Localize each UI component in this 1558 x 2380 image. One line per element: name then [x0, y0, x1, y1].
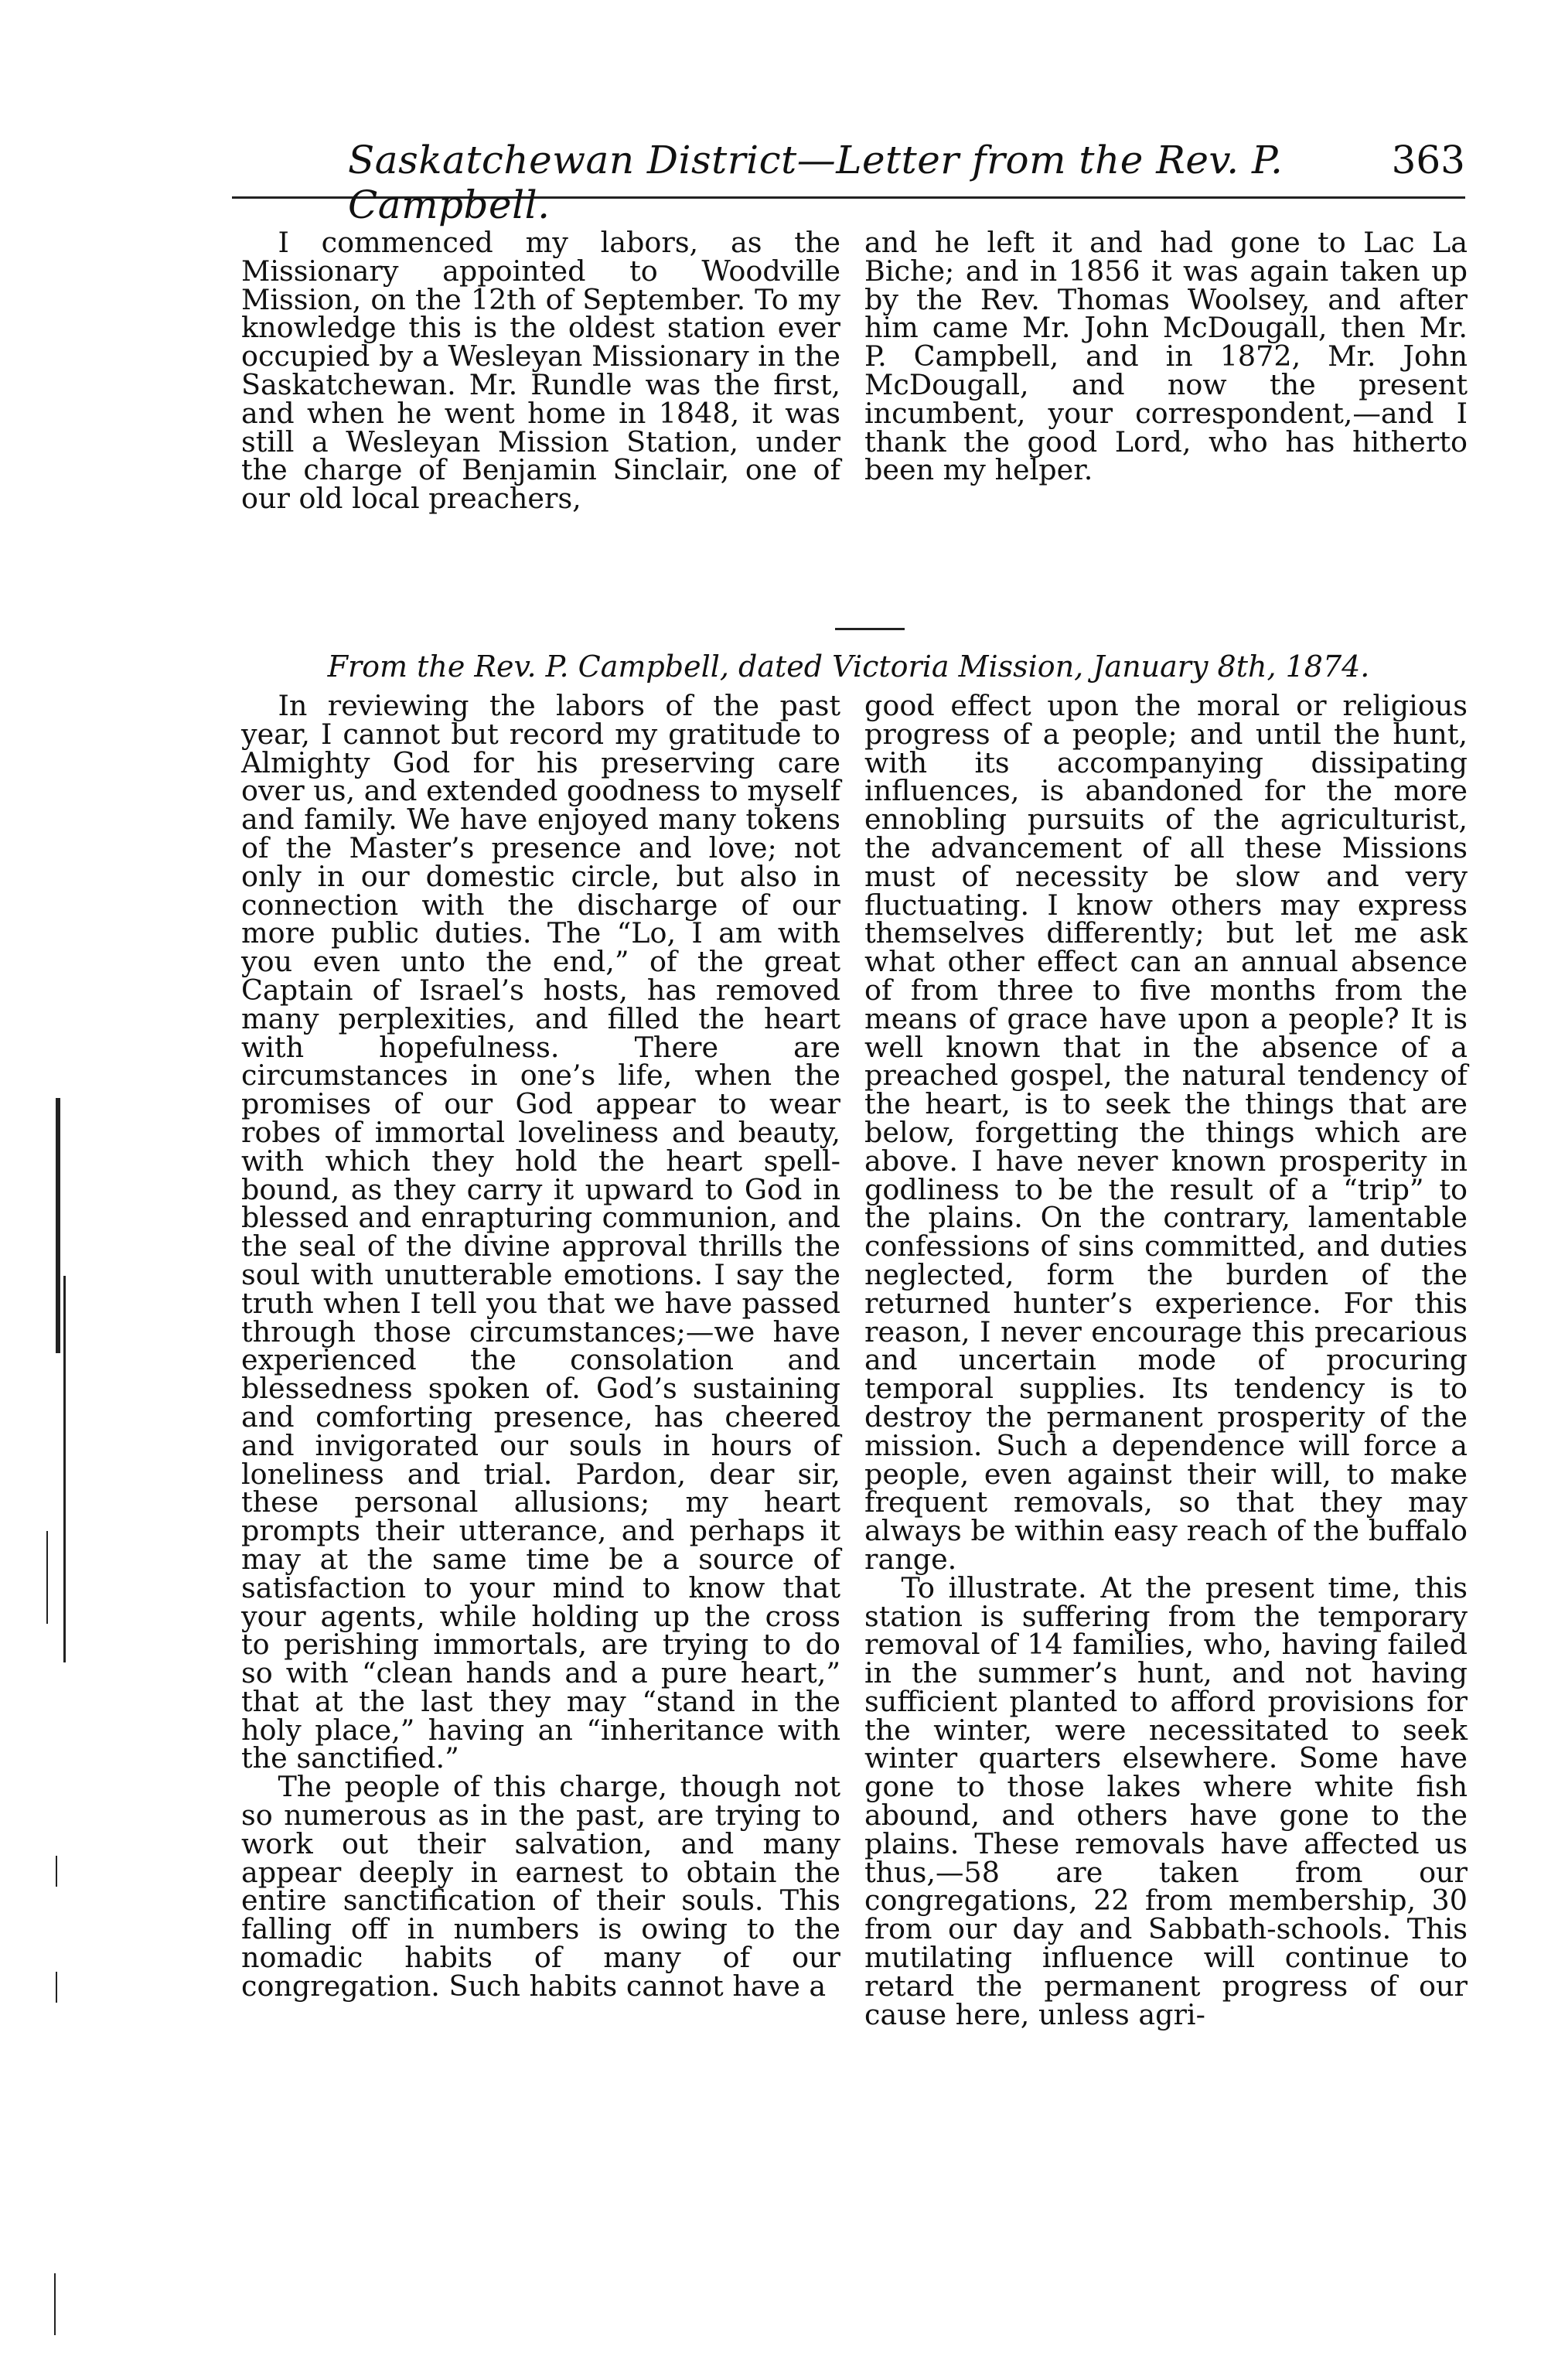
paragraph: The people of this charge, though not so numerous as in the past, are trying to work out their salvation, and many appear deeply in earnest to obtain the entire sanctification of their souls. This falling off in numbers is owing to the nomadic habits of many of our congregation. Such habits cannot have a — [241, 1770, 840, 2003]
paragraph: To illustrate. At the present time, this station is suffering from the temporary removal of 14 families, who, having failed in the summer’s hunt, and not having sufficient planted to afford provisions for the winter, were necessitated to seek winter quarters elsewhere. Some have gone to those lakes where white fish abound, and others have gone to the plains. These removals have affected us thus,—58 are taken from our congregations, 22 from membership, 30 from our day and Sabbath-schools. This mutilating influence will continue to retard the permanent progress of our cause here, unless agri- — [864, 1570, 1468, 2031]
margin-mark — [46, 1531, 48, 1624]
running-head — [232, 138, 1465, 227]
margin-mark — [56, 1856, 57, 1887]
paragraph: good effect upon the moral or religious progress of a people; and until the hunt, with its accompanying dissipating influences, is abandoned for the more ennobling pursuits of the agriculturist, the advancement of all these Missions must of necessity be slow and very fluctuating. I know others may express themselves differently; but let me ask what other effect can an annual absence of from three to five months from the means of grace have upon a people? It is well known that in the absence of a preached gospel, the natural tendency of the heart, is to seek the things that are below, forgetting the things which are above. I have never known prosperity in godliness to be the result of a “trip” to the plains. On the contrary, lamentable confessions of sins committed, and duties neglected, form the burden of the returned hunter’s experience. For this reason, I never encourage this precarious and uncertain mode of procuring temporal supplies. Its tendency is to destroy the permanent prosperity of the mission. Such a dependence will force a people, even against their will, to make frequent removals, so that they may always be within easy reach of the buffalo range. — [864, 689, 1468, 1576]
margin-mark — [54, 2273, 56, 2335]
first-letter-right-paragraph: and he left it and had gone to Lac La Biche; and in 1856 it was again taken up by the Rev. Thomas Woolsey, and after him came Mr. John McDougall, then Mr. P. Campbell, and in 1872, Mr. John McDougall, and now the present incumbent, your correspondent,—and I thank the good Lord, who has hitherto been my helper. — [864, 226, 1468, 487]
page-number: 363 — [1391, 138, 1465, 182]
margin-mark — [56, 1098, 60, 1353]
letter-dateline: From the Rev. P. Campbell, dated Victoria Mission, January 8th, 1874. — [327, 650, 1370, 684]
paragraph: In reviewing the labors of the past year, I cannot but record my gratitude to Almighty God for his preserving care over us, and extended goodness to myself and family. We have enjoyed many tokens of the Master’s presence and love; not only in our domestic circle, but also in connection with the discharge of our more public duties. The “Lo, I am with you even unto the end,” of the great Captain of Israel’s hosts, has removed many perplexities, and filled the heart with hopefulness. There are circumstances in one’s life, when the promises of our God appear to wear robes of immortal loveliness and beauty, with which they hold the heart spell-bound, as they carry it upward to God in blessed and enrapturing communion, and the seal of the divine approval thrills the soul with unutterable emotions. I say the truth when I tell you that we have passed through those circumstances;—we have experienced the consolation and blessedness spoken of. God’s sustaining and comforting presence, has cheered and invigorated our souls in hours of loneliness and trial. Pardon, dear sir, these personal allusions; my heart prompts their utterance, and perhaps it may at the same time be a source of satisfaction to your mind to know that your agents, while holding up the cross to perishing immortals, are trying to do so with “clean hands and a pure heart,” that at the last they may “stand in the holy place,” having an “inheritance with the sanctified.” — [241, 689, 840, 1775]
section-divider — [835, 628, 905, 630]
margin-mark — [63, 1276, 66, 1662]
second-letter-left-column — [241, 689, 840, 2003]
second-letter-right-column — [864, 689, 1468, 2031]
running-title: Saskatchewan District—Letter from the Rev. P. Campbell. — [348, 138, 1284, 227]
margin-mark — [56, 1972, 57, 2003]
first-letter-right-column — [864, 226, 1468, 487]
first-letter-left-paragraph: I commenced my labors, as the Missionary appointed to Woodville Mission, on the 12th of September. To my knowledge this is the oldest station ever occupied by a Wesleyan Missionary in the Saskatchewan. Mr. Rundle was the first, and when he went home in 1848, it was still a Wesleyan Mission Station, under the charge of Benjamin Sinclair, one of our old local preachers, — [241, 226, 840, 516]
first-letter-left-column — [241, 226, 840, 516]
